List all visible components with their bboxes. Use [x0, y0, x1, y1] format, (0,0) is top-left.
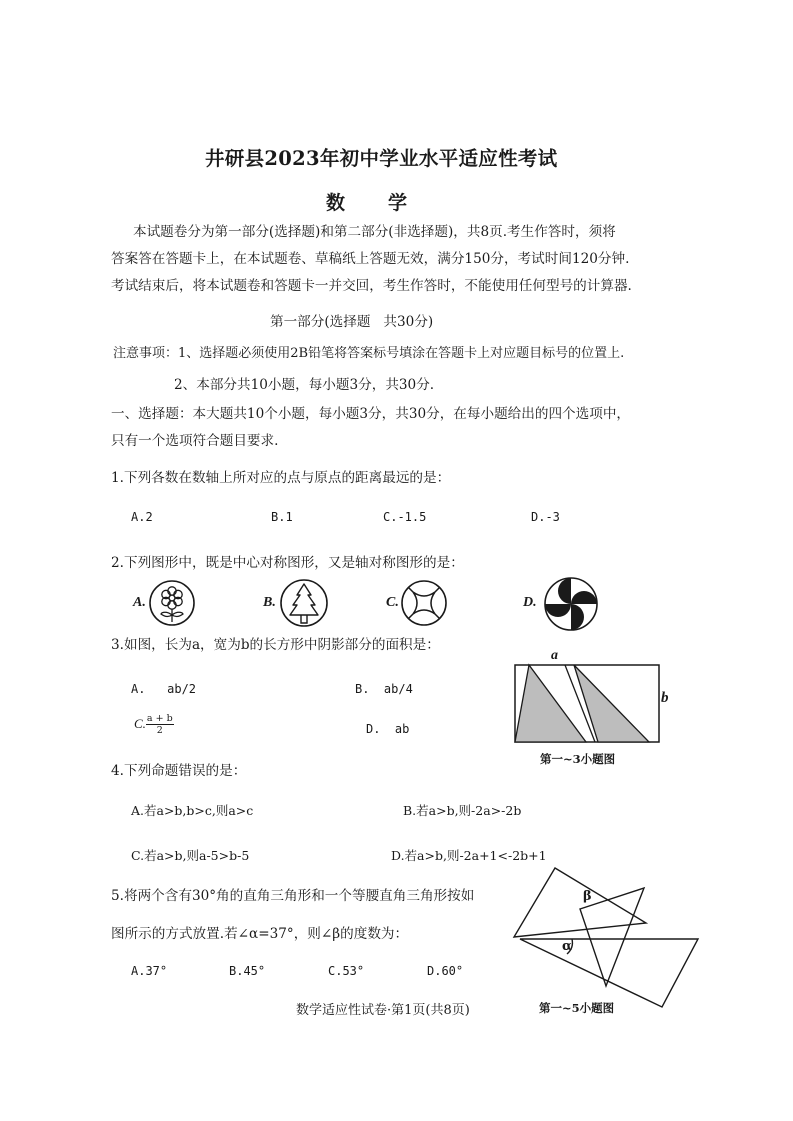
pinwheel-circle-figure: [543, 576, 599, 632]
q3-label-b: b: [661, 690, 669, 706]
intro-line-3: 考试结束后，将本试题卷和答题卡一并交回，考生作答时，不能使用任何型号的计算器.: [111, 278, 632, 294]
section-intro-2: 只有一个选项符合题目要求.: [111, 433, 279, 449]
page-footer: 数学适应性试卷·第1页(共8页): [296, 1003, 470, 1018]
part1-heading: 第一部分(选择题 共30分): [270, 314, 434, 330]
intro-line-1: 本试题卷分为第一部分(选择题)和第二部分(非选择题)，共8页.考生作答时，须将: [133, 224, 616, 240]
q2-option-d: D.: [523, 595, 537, 610]
q5-stem-line-1: 5.将两个含有30°角的直角三角形和一个等腰直角三角形按如: [111, 888, 475, 904]
tree-circle-figure: [279, 578, 329, 628]
q1-stem: 1.下列各数在数轴上所对应的点与原点的距离最远的是：: [111, 470, 451, 486]
q5-triangles-figure: [510, 862, 705, 1012]
q2-option-a: A.: [133, 595, 146, 610]
q1-option-d: D.-3: [531, 510, 560, 524]
q3-label-a: a: [551, 648, 558, 663]
q5-label-alpha: α: [562, 939, 573, 954]
q5-option-b: B.45°: [229, 964, 266, 978]
concave-square-circle-figure: [400, 579, 448, 627]
flower-circle-figure: [148, 579, 196, 627]
exam-title: 井研县2023年初中学业水平适应性考试: [205, 147, 558, 170]
q1-option-b: B.1: [271, 510, 293, 524]
q5-option-d: D.60°: [427, 964, 464, 978]
q3-option-a: A. ab/2: [131, 682, 197, 696]
q4-stem: 4.下列命题错误的是：: [111, 763, 247, 779]
notice-2: 2、本部分共10小题，每小题3分，共30分.: [174, 377, 435, 393]
q1-option-a: A.2: [131, 510, 153, 524]
q3-c-numerator: a + b: [146, 713, 173, 724]
q5-stem-line-2: 图所示的方式放置.若∠α=37°，则∠β的度数为：: [111, 926, 409, 942]
q4-option-d: D.若a>b,则-2a+1<-2b+1: [391, 848, 547, 863]
q2-option-b: B.: [263, 595, 276, 610]
q3-figure-caption: 第一~3小题图: [540, 752, 616, 766]
q5-figure-caption: 第一~5小题图: [539, 1001, 615, 1015]
q5-option-a: A.37°: [131, 964, 168, 978]
q3-c-denominator: 2: [156, 725, 163, 736]
section-intro-1: 一、选择题：本大题共10个小题，每小题3分，共30分，在每小题给出的四个选项中，: [111, 406, 631, 422]
q3-stem: 3.如图，长为a，宽为b的长方形中阴影部分的面积是：: [111, 637, 440, 653]
q3-option-c-fraction: [146, 713, 174, 736]
q5-label-beta: β: [583, 889, 592, 904]
intro-line-2: 答案答在答题卡上，在本试题卷、草稿纸上答题无效，满分150分，考试时间120分钟.: [111, 251, 630, 267]
q3-option-d: D. ab: [366, 722, 410, 736]
q4-option-c: C.若a>b,则a-5>b-5: [131, 848, 250, 863]
q1-option-c: C.-1.5: [383, 510, 427, 524]
q4-option-b: B.若a>b,则-2a>-2b: [403, 803, 522, 818]
q4-option-a: A.若a>b,b>c,则a>c: [131, 803, 254, 818]
q3-option-c: [134, 713, 174, 736]
subject-title: 数学: [326, 192, 451, 214]
q3-option-b: B. ab/4: [355, 682, 413, 696]
q2-stem: 2.下列图形中，既是中心对称图形，又是轴对称图形的是：: [111, 555, 464, 571]
q3-rectangle-figure: [508, 658, 668, 748]
q5-option-c: C.53°: [328, 964, 365, 978]
notice-1: 注意事项：1、选择题必须使用2B铅笔将答案标号填涂在答题卡上对应题目标号的位置上.: [113, 346, 625, 361]
q3-option-c-prefix: C.: [134, 716, 146, 731]
q2-option-c: C.: [386, 595, 399, 610]
